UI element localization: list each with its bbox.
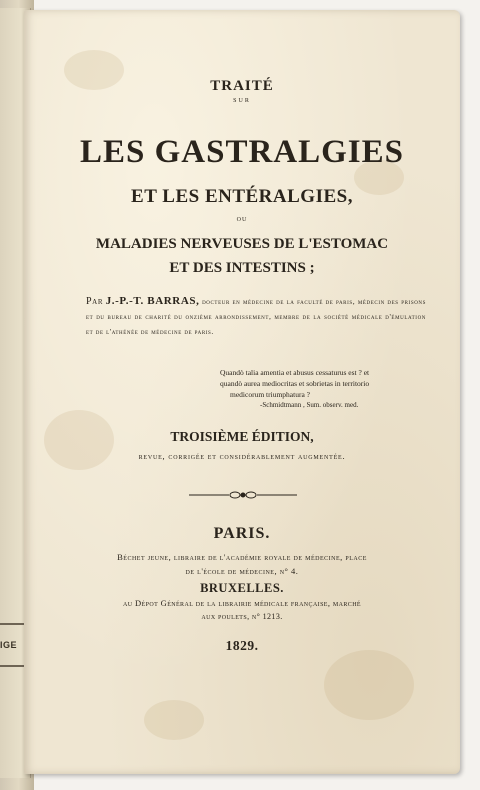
edition: TROISIÈME ÉDITION, [170,429,314,444]
ornament-divider-icon [189,490,297,500]
epigraph-line-1: Quandò talia amentia et abusus cessaturus est ? et [220,368,370,377]
title-page [24,10,460,774]
title-ou: OU [236,217,248,223]
epigraph-line-3: medicorum triumphatura ? [230,390,310,399]
title-intestins: ET DES INTESTINS ; [169,260,315,276]
sub-title: ET LES ENTÉRALGIES, [131,186,353,207]
depot-line-2: aux poulets, n° 1213. [201,612,283,621]
author-name: J.-P.-T. BARRAS, [105,295,200,307]
depot-line-1: au Dépot Général de la librairie médicale française, marché [123,598,361,608]
publisher-line-2: de l'école de médecine, n° 4. [185,566,299,576]
epigraph-line-2: quandò aurea mediocritas et sobrietas in territorio [220,379,370,388]
publication-year: 1829. [225,638,259,653]
imprint-city: PARIS. [213,525,271,542]
spine-label: IGE [0,623,26,667]
title-sur: SUR [233,98,251,104]
imprint-city-2: BRUXELLES. [200,581,284,595]
epigraph-attribution: -Schmidtmann , Sum. observ. med. [260,401,359,409]
author-par: Par [86,296,104,307]
author-description: docteur en médecine de la faculté de paris, médecin des prisons et du bureau de charité du onzième arrondissement, membre de la société médicale d'émulation et de l'athénée de médecine de paris. [86,297,426,336]
title-traite: TRAITÉ [210,78,274,94]
publisher-line-1: Béchet jeune, libraire de l'académie royale de médecine, place [117,552,367,562]
edition-note: revue, corrigée et considérablement augmentée. [138,451,346,461]
main-title: LES GASTRALGIES [79,134,405,170]
title-page-text [24,10,460,774]
title-maladies: MALADIES NERVEUSES DE L'ESTOMAC [95,236,389,252]
author-statement [86,294,426,339]
epigraph [220,367,430,411]
